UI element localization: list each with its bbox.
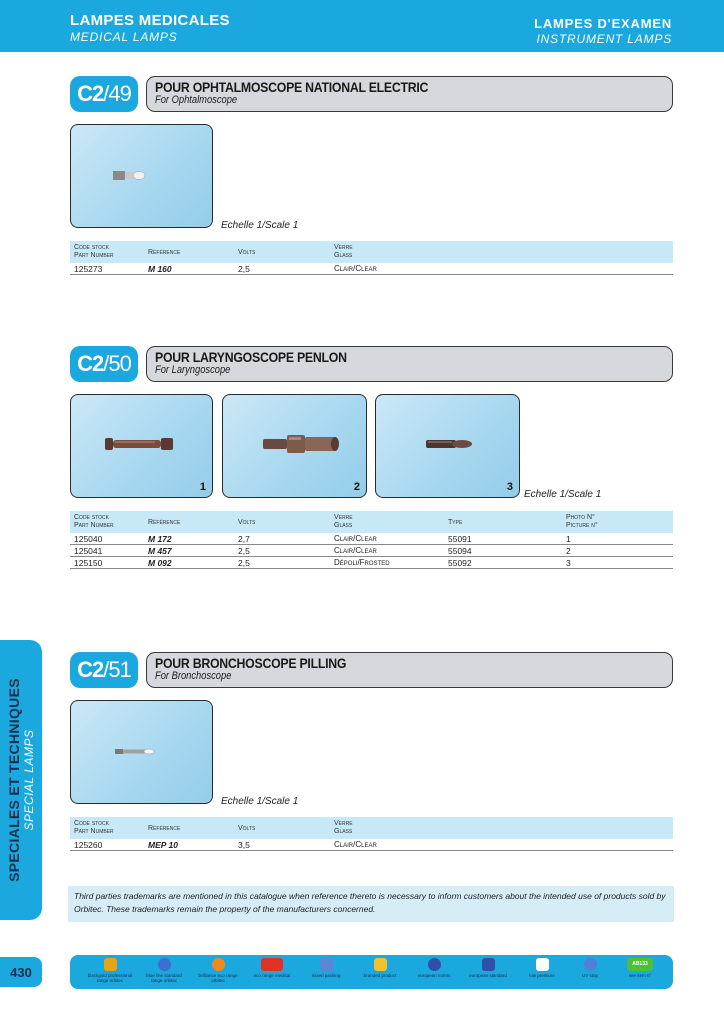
col-photo-en: Picture n° <box>566 522 598 529</box>
col-code <box>74 820 114 836</box>
section-subtitle: For Bronchoscope <box>155 670 232 682</box>
photo-number: 1 <box>199 481 206 493</box>
cell-code: 125040 <box>74 534 103 544</box>
side-category-title: SPECIALES ET TECHNIQUES <box>6 678 22 882</box>
lamp-image <box>71 395 214 499</box>
col-glass-en: Glass <box>334 252 353 259</box>
col-volts: Volts <box>238 519 256 526</box>
col-code <box>74 514 114 530</box>
section-title-box <box>146 76 673 112</box>
code-prefix: C2 <box>77 657 104 682</box>
lamp-photo <box>70 124 213 228</box>
cell-glass: Dépoli/Frosted <box>334 558 390 567</box>
table-row <box>70 533 673 545</box>
cell-code: 125260 <box>74 840 103 850</box>
cell-code: 125273 <box>74 264 103 274</box>
eco-range-icon <box>261 958 283 971</box>
icon-legend-bar <box>70 955 673 989</box>
section-c2-50-heading <box>70 346 673 382</box>
table-row <box>70 557 673 569</box>
cell-code: 125041 <box>74 546 103 556</box>
col-glass-en: Glass <box>334 522 353 529</box>
legend-item <box>356 958 404 978</box>
section-title-box <box>146 652 673 688</box>
cell-glass: Clair/Clear <box>334 264 377 273</box>
section-c2-51-heading <box>70 652 673 688</box>
col-ref: Référence <box>148 825 181 832</box>
header-right-subtitle: INSTRUMENT LAMPS <box>536 32 672 46</box>
legend-label: eco range medical <box>253 973 291 978</box>
cell-ref: M 457 <box>148 546 172 556</box>
section-c2-49-heading <box>70 76 673 112</box>
table-header <box>70 511 673 533</box>
lamp-image <box>71 701 214 805</box>
col-volts: Volts <box>238 249 256 256</box>
lamp-image <box>223 395 368 499</box>
cell-volts: 3,5 <box>238 840 250 850</box>
table-header <box>70 241 673 263</box>
legend-label: blue line standard range orbitec <box>146 973 182 983</box>
legend-label: see item n° <box>628 973 652 978</box>
cell-ref: M 092 <box>148 558 172 568</box>
section-c2-50-table <box>70 511 673 569</box>
section-code-badge <box>70 652 138 688</box>
blue-line-icon <box>158 958 171 971</box>
section-c2-49-table <box>70 241 673 275</box>
table-row <box>70 263 673 275</box>
col-volts: Volts <box>238 825 256 832</box>
legend-item <box>616 958 664 978</box>
table-row <box>70 839 673 851</box>
photo-number: 3 <box>506 481 513 493</box>
legend-label: blackgold professional range orbitec <box>87 973 133 983</box>
col-photo-fr: Photo N° <box>566 514 595 521</box>
section-title: POUR OPHTALMOSCOPE NATIONAL ELECTRIC <box>155 79 429 95</box>
cell-photo: 2 <box>566 546 571 556</box>
lamp-image <box>376 395 521 499</box>
header-left-title: LAMPES MEDICALES <box>70 12 230 29</box>
item-reference-icon: AB133 <box>627 958 653 971</box>
col-glass <box>334 820 353 836</box>
col-code-fr: Code stock <box>74 514 109 521</box>
col-code-en: Part Number <box>74 828 114 835</box>
legend-item <box>518 958 566 978</box>
section-title: POUR BRONCHOSCOPE PILLING <box>155 655 347 671</box>
col-glass-fr: Verre <box>334 244 353 251</box>
col-glass <box>334 514 353 530</box>
header-left-subtitle: MEDICAL LAMPS <box>70 30 178 44</box>
legend-label: european standard <box>469 973 507 978</box>
page-number: 430 <box>0 957 42 987</box>
branded-product-icon <box>374 958 387 971</box>
lamp-photo-1 <box>70 394 213 498</box>
cell-glass: Clair/Clear <box>334 546 377 555</box>
lamp-photo-3 <box>375 394 520 498</box>
cell-glass: Clair/Clear <box>334 534 377 543</box>
col-glass-en: Glass <box>334 828 353 835</box>
cell-ref: M 172 <box>148 534 172 544</box>
legend-item <box>410 958 458 978</box>
section-subtitle: For Laryngoscope <box>155 364 231 376</box>
col-code-en: Part Number <box>74 252 114 259</box>
col-glass <box>334 244 353 260</box>
photo-number: 2 <box>353 481 360 493</box>
european-norms-icon <box>428 958 441 971</box>
table-row <box>70 545 673 557</box>
code-number: /50 <box>103 351 131 376</box>
legend-item <box>566 958 614 978</box>
col-code <box>74 244 114 260</box>
code-number: /51 <box>103 657 131 682</box>
col-type: Type <box>448 519 463 526</box>
legend-label: brilliance eco range orbitec <box>198 973 238 983</box>
code-prefix: C2 <box>77 81 104 106</box>
col-code-fr: Code stock <box>74 244 109 251</box>
section-c2-51-table <box>70 817 673 851</box>
low-pressure-icon <box>536 958 549 971</box>
col-code-fr: Code stock <box>74 820 109 827</box>
header-left <box>70 12 230 44</box>
scale-note: Echelle 1/Scale 1 <box>221 220 299 231</box>
header-right <box>534 16 672 46</box>
uv-stop-icon <box>584 958 597 971</box>
section-code-badge <box>70 346 138 382</box>
legend-item <box>140 958 188 983</box>
trademark-disclaimer: Third parties trademarks are mentioned in this catalogue when reference thereto is necessary to inform customers about the intended use of products sold by Orbitec. These trademarks remain the property of the manufacturers concerned. <box>68 886 674 922</box>
scale-note: Echelle 1/Scale 1 <box>524 489 602 500</box>
cell-type: 55091 <box>448 534 472 544</box>
legend-item <box>248 958 296 978</box>
section-title: POUR LARYNGOSCOPE PENLON <box>155 349 347 365</box>
cell-volts: 2,5 <box>238 546 250 556</box>
section-subtitle: For Ophtalmoscope <box>155 94 238 106</box>
legend-label: UV stop <box>581 973 598 978</box>
table-header <box>70 817 673 839</box>
col-ref: Référence <box>148 249 181 256</box>
lamp-photo-2 <box>222 394 367 498</box>
mixed-packing-icon <box>320 958 333 971</box>
cell-volts: 2,7 <box>238 534 250 544</box>
col-code-en: Part Number <box>74 522 114 529</box>
legend-label: european norms <box>417 973 451 978</box>
cell-type: 55094 <box>448 546 472 556</box>
section-code-badge <box>70 76 138 112</box>
cell-ref: MEP 10 <box>148 840 178 850</box>
cell-photo: 3 <box>566 558 571 568</box>
code-number: /49 <box>103 81 131 106</box>
scale-note: Echelle 1/Scale 1 <box>221 796 299 807</box>
lamp-photo <box>70 700 213 804</box>
brilliance-icon <box>212 958 225 971</box>
legend-label: branded product <box>363 973 397 978</box>
legend-item <box>302 958 350 978</box>
lamp-image <box>71 125 214 229</box>
side-category-label <box>6 678 36 882</box>
legend-label: mixed packing <box>311 973 341 978</box>
cell-photo: 1 <box>566 534 571 544</box>
cell-code: 125150 <box>74 558 103 568</box>
col-glass-fr: Verre <box>334 820 353 827</box>
cell-type: 55092 <box>448 558 472 568</box>
cell-volts: 2,5 <box>238 264 250 274</box>
side-category-subtitle: SPECIAL LAMPS <box>22 729 36 831</box>
cell-ref: M 160 <box>148 264 172 274</box>
legend-item <box>86 958 134 983</box>
col-ref: Référence <box>148 519 181 526</box>
legend-label: low pressure <box>529 973 555 978</box>
page-header <box>0 0 724 52</box>
col-photo <box>566 514 598 530</box>
legend-item <box>194 958 242 983</box>
col-glass-fr: Verre <box>334 514 353 521</box>
section-title-box <box>146 346 673 382</box>
legend-item <box>464 958 512 978</box>
code-prefix: C2 <box>77 351 104 376</box>
european-standard-icon <box>482 958 495 971</box>
blackgold-icon <box>104 958 117 971</box>
cell-volts: 2,5 <box>238 558 250 568</box>
cell-glass: Clair/Clear <box>334 840 377 849</box>
header-right-title: LAMPES D'EXAMEN <box>534 16 672 31</box>
